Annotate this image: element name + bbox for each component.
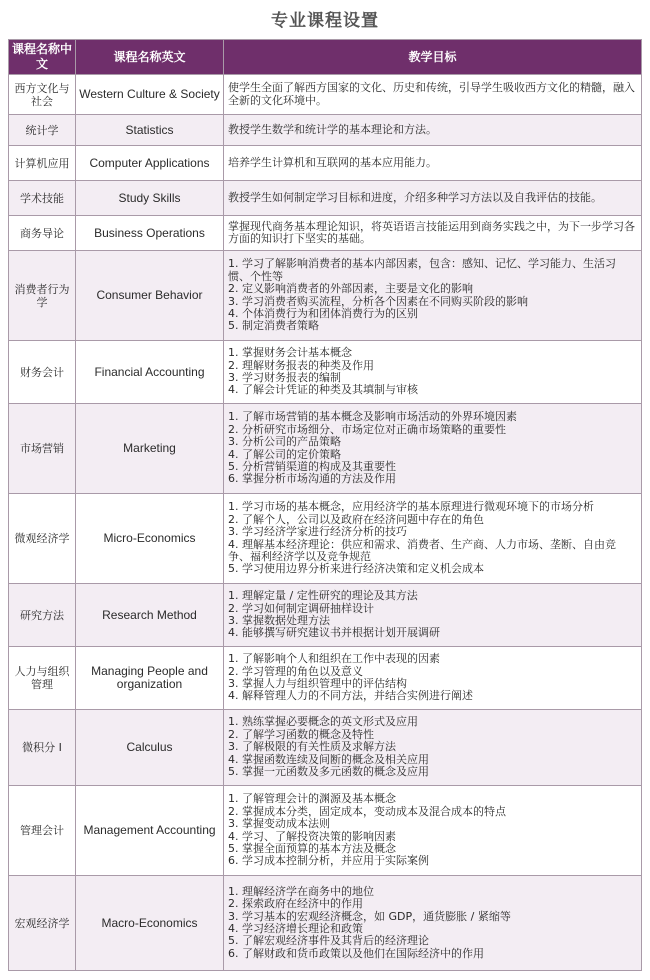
goal-item: 1. 学习了解影响消费者的基本内部因素，包含：感知、记忆、学习能力、生活习惯、个性等 <box>228 257 616 283</box>
page-title: 专业课程设置 <box>271 11 379 31</box>
table-row <box>9 710 642 786</box>
course-goal <box>224 647 642 710</box>
course-name-en: Managing People and organization <box>76 647 224 710</box>
table-row <box>9 786 642 876</box>
goal-item: 1. 熟练掌握必要概念的英文形式及应用 <box>228 715 418 729</box>
goal-item: 1. 学习市场的基本概念，应用经济学的基本原理进行微观环境下的市场分析 <box>228 500 594 514</box>
goal-item: 4. 理解基本经济理论：供应和需求、消费者、生产商、人力市场、垄断、自由竞争、福利经济学以及竞争规范 <box>228 537 616 563</box>
course-name-cn: 统计学 <box>9 115 76 146</box>
goal-item: 1. 了解市场营销的基本概念及影响市场活动的外界环境因素 <box>228 410 517 424</box>
course-name-en: Management Accounting <box>76 786 224 876</box>
goal-item: 2. 了解个人，公司以及政府在经济问题中存在的角色 <box>228 512 484 526</box>
goal-item: 2. 掌握成本分类，固定成本，变动成本及混合成本的特点 <box>228 804 506 818</box>
goal-item: 2. 分析研究市场细分、市场定位对正确市场策略的重要性 <box>228 422 506 436</box>
goal-item: 6. 掌握分析市场沟通的方法及作用 <box>228 472 396 486</box>
goal-item: 5. 掌握全面预算的基本方法及概念 <box>228 841 396 855</box>
goal-item: 5. 分析营销渠道的构成及其重要性 <box>228 459 396 473</box>
course-goal <box>224 75 642 115</box>
course-name-cn: 市场营销 <box>9 404 76 494</box>
course-goal <box>224 251 642 341</box>
goal-item: 4. 掌握函数连续及间断的概念及相关应用 <box>228 752 429 766</box>
goal-item: 2. 学习管理的角色以及意义 <box>228 664 363 678</box>
goal-item: 4. 能够撰写研究建议书并根据计划开展调研 <box>228 626 440 640</box>
goal-item: 3. 分析公司的产品策略 <box>228 435 341 449</box>
goal-item: 1. 掌握财务会计基本概念 <box>228 346 352 360</box>
course-name-en: Business Operations <box>76 216 224 251</box>
table-row <box>9 404 642 494</box>
goal-item: 教授学生数学和统计学的基本理论和方法。 <box>228 122 437 136</box>
goal-item: 使学生全面了解西方国家的文化、历史和传统，引导学生吸收西方文化的精髓，融入全新的文化环境中。 <box>228 81 635 107</box>
goal-item: 2. 理解财务报表的种类及作用 <box>228 358 374 372</box>
goal-item: 4. 了解会计凭证的种类及其填制与审核 <box>228 383 418 397</box>
goal-item: 3. 掌握变动成本法则 <box>228 817 330 831</box>
course-name-cn: 财务会计 <box>9 341 76 404</box>
course-goal <box>224 876 642 971</box>
header-name-en: 课程名称英文 <box>76 40 224 75</box>
course-name-cn: 商务导论 <box>9 216 76 251</box>
goal-item: 4. 学习、了解投资决策的影响因素 <box>228 829 396 843</box>
table-header-row <box>9 40 642 75</box>
course-goal <box>224 115 642 146</box>
goal-item: 1. 理解定量 / 定性研究的理论及其方法 <box>228 589 418 603</box>
course-name-en: Marketing <box>76 404 224 494</box>
table-row <box>9 181 642 216</box>
goal-item: 4. 了解公司的定价策略 <box>228 447 341 461</box>
course-goal <box>224 146 642 181</box>
goal-item: 4. 解释管理人力的不同方法，并结合实例进行阐述 <box>228 689 473 703</box>
goal-item: 5. 掌握一元函数及多元函数的概念及应用 <box>228 765 429 779</box>
goal-item: 4. 学习经济增长理论和政策 <box>228 922 363 935</box>
goal-item: 2. 学习如何制定调研抽样设计 <box>228 601 374 615</box>
goal-item: 5. 了解宏观经济事件及其背后的经济理论 <box>228 934 429 948</box>
goal-item: 教授学生如何制定学习目标和进度，介绍多种学习方法以及自我评估的技能。 <box>228 190 602 204</box>
course-name-cn: 人力与组织管理 <box>9 647 76 710</box>
goal-item: 3. 学习财务报表的编制 <box>228 371 341 384</box>
course-goal <box>224 216 642 251</box>
table-row <box>9 115 642 146</box>
course-name-cn: 管理会计 <box>9 786 76 876</box>
goal-item: 1. 了解管理会计的渊源及基本概念 <box>228 792 396 806</box>
goal-item: 3. 学习基本的宏观经济概念，如 GDP，通货膨胀 / 紧缩等 <box>228 909 511 923</box>
course-goal <box>224 494 642 584</box>
goal-item: 6. 了解财政和货币政策以及他们在国际经济中的作用 <box>228 946 484 960</box>
course-goal <box>224 404 642 494</box>
goal-item: 培养学生计算机和互联网的基本应用能力。 <box>228 155 437 169</box>
course-name-en: Statistics <box>76 115 224 146</box>
course-table <box>8 39 642 971</box>
table-row <box>9 75 642 115</box>
header-goal: 教学目标 <box>224 40 642 75</box>
course-goal <box>224 710 642 786</box>
goal-item: 3. 学习消费者购买流程，分析各个因素在不同购买阶段的影响 <box>228 294 528 308</box>
course-name-cn: 研究方法 <box>9 584 76 647</box>
course-name-en: Macro-Economics <box>76 876 224 971</box>
course-name-en: Calculus <box>76 710 224 786</box>
course-name-en: Western Culture & Society <box>76 75 224 115</box>
table-row <box>9 251 642 341</box>
course-goal <box>224 584 642 647</box>
table-row <box>9 216 642 251</box>
table-row <box>9 647 642 710</box>
goal-item: 3. 了解极限的有关性质及求解方法 <box>228 740 396 754</box>
course-name-en: Research Method <box>76 584 224 647</box>
goal-item: 3. 学习经济学家进行经济分析的技巧 <box>228 525 407 539</box>
goal-item: 1. 了解影响个人和组织在工作中表现的因素 <box>228 652 440 666</box>
goal-item: 3. 掌握人力与组织管理中的评估结构 <box>228 677 407 690</box>
goal-item: 2. 定义影响消费者的外部因素，主要是文化的影响 <box>228 282 473 296</box>
goal-item: 2. 探索政府在经济中的作用 <box>228 897 363 911</box>
goal-item: 1. 理解经济学在商务中的地位 <box>228 884 374 898</box>
goal-item: 5. 制定消费者策略 <box>228 319 319 333</box>
course-name-en: Computer Applications <box>76 146 224 181</box>
goal-item: 2. 了解学习函数的概念及特性 <box>228 727 374 741</box>
goal-item: 4. 个体消费行为和团体消费行为的区别 <box>228 306 418 320</box>
course-name-cn: 西方文化与社会 <box>9 75 76 115</box>
course-goal <box>224 341 642 404</box>
course-name-en: Consumer Behavior <box>76 251 224 341</box>
course-name-cn: 微观经济学 <box>9 494 76 584</box>
course-name-cn: 宏观经济学 <box>9 876 76 971</box>
course-name-cn: 学术技能 <box>9 181 76 216</box>
course-name-en: Micro-Economics <box>76 494 224 584</box>
course-name-cn: 微积分 I <box>9 710 76 786</box>
course-name-en: Financial Accounting <box>76 341 224 404</box>
goal-item: 掌握现代商务基本理论知识，将英语语言技能运用到商务实践之中，为下一步学习各方面的知识打下坚实的基础。 <box>228 219 635 245</box>
course-name-cn: 计算机应用 <box>9 146 76 181</box>
table-row <box>9 876 642 971</box>
goal-item: 3. 掌握数据处理方法 <box>228 614 330 627</box>
course-name-cn: 消费者行为学 <box>9 251 76 341</box>
table-row <box>9 494 642 584</box>
course-name-en: Study Skills <box>76 181 224 216</box>
header-name-cn: 课程名称中文 <box>9 40 76 75</box>
table-row <box>9 341 642 404</box>
table-row <box>9 584 642 647</box>
course-goal <box>224 181 642 216</box>
table-row <box>9 146 642 181</box>
goal-item: 5. 学习使用边界分析来进行经济决策和定义机会成本 <box>228 562 484 576</box>
course-goal <box>224 786 642 876</box>
goal-item: 6. 学习成本控制分析，并应用于实际案例 <box>228 854 429 868</box>
course-table-body <box>9 75 642 971</box>
